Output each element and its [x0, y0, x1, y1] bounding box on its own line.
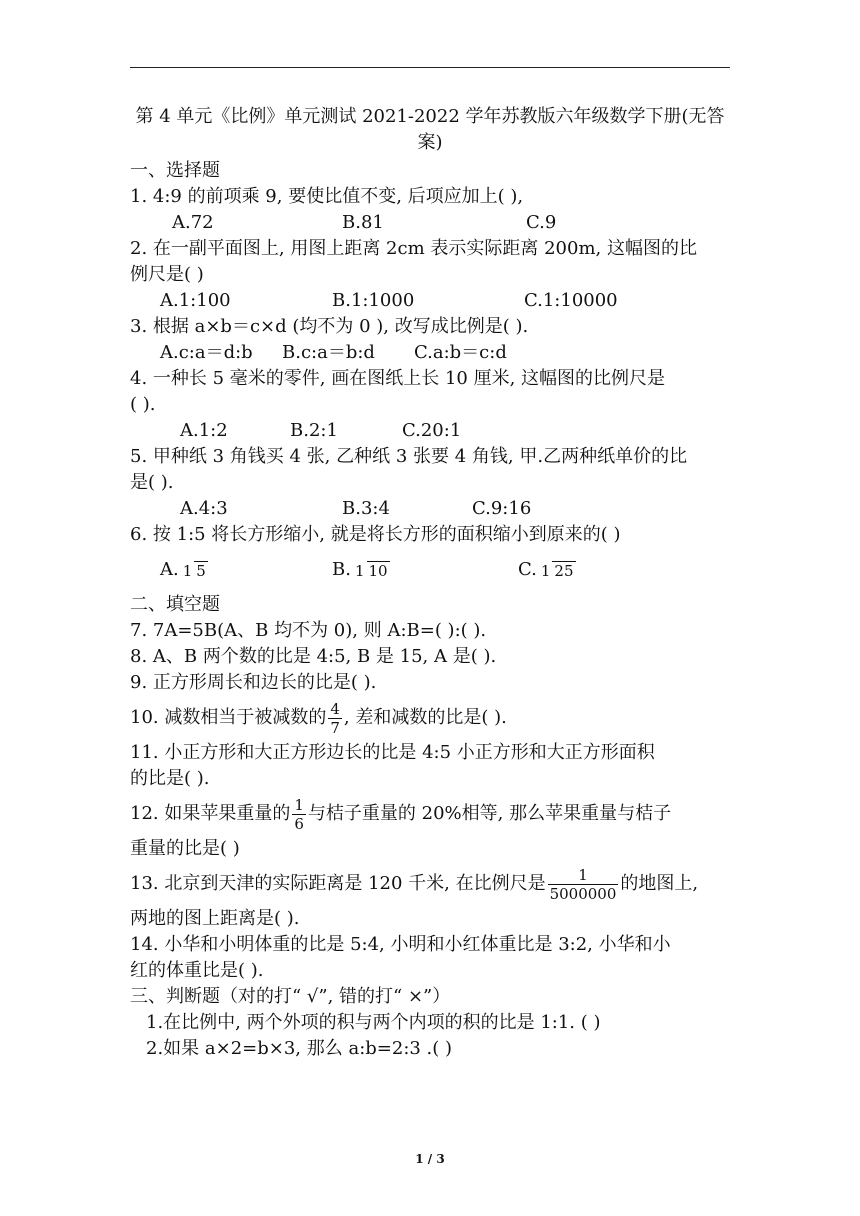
- option-c: C.a:b＝c:d: [414, 342, 507, 363]
- question-6-options: [130, 548, 730, 592]
- option-c: C.9: [526, 212, 557, 233]
- option-label: A.: [160, 559, 179, 580]
- question-1-options: [130, 210, 730, 236]
- question-5-line-1: 5. 甲种纸 3 角钱买 4 张, 乙种纸 3 张要 4 角钱, 甲.乙两种纸单价的比: [130, 446, 688, 467]
- question-12-text: 12. 如果苹果重量的: [130, 803, 291, 824]
- section-heading-choice: 一、选择题: [130, 160, 220, 181]
- option-a: A.c:a＝d:b: [160, 342, 253, 363]
- question-4-line-1: 4. 一种长 5 毫米的零件, 画在图纸上长 10 厘米, 这幅图的比例尺是: [130, 368, 666, 389]
- question-5-options: [130, 496, 730, 522]
- fraction: [548, 866, 619, 903]
- numerator: 1: [578, 865, 588, 884]
- option-c: C.20:1: [402, 420, 462, 441]
- option-a: A.1:2: [180, 420, 228, 441]
- numerator: 1: [354, 561, 365, 580]
- option-b: B.81: [342, 212, 384, 233]
- question-12-text-end: 与桔子重量的 20%相等, 那么苹果重量与桔子: [307, 803, 672, 824]
- question-6: 6. 按 1:5 将长方形缩小, 就是将长方形的面积缩小到原来的( ): [130, 524, 621, 545]
- denominator: 10: [368, 561, 388, 580]
- numerator: 1: [540, 561, 551, 580]
- header-rule: [130, 67, 730, 68]
- fraction: [181, 561, 208, 580]
- question-12-line-2: 重量的比是( ): [130, 838, 240, 859]
- question-3: 3. 根据 a×b＝c×d (均不为 0 ), 改写成比例是( ).: [130, 316, 529, 337]
- numerator: 4: [330, 699, 340, 718]
- judge-question-1: 1.在比例中, 两个外项的积与两个内项的积的比是 1:1. ( ): [146, 1012, 601, 1033]
- question-13-text: 13. 北京到天津的实际距离是 120 千米, 在比例尺是: [130, 873, 546, 894]
- question-11-line-2: 的比是( ).: [130, 768, 210, 789]
- option-b: [332, 548, 518, 592]
- question-2-line-2: 例尺是( ): [130, 264, 204, 285]
- question-12-line-1: [130, 792, 730, 836]
- question-10-text-end: , 差和减数的比是( ).: [343, 707, 507, 728]
- question-7: 7. 7A=5B(A、B 均不为 0), 则 A:B=( ):( ).: [130, 620, 487, 641]
- question-1: 1. 4:9 的前项乘 9, 要使比值不变, 后项应加上( ),: [130, 186, 524, 207]
- question-11-line-1: 11. 小正方形和大正方形边长的比是 4:5 小正方形和大正方形面积: [130, 742, 655, 763]
- option-c: C.9:16: [472, 498, 532, 519]
- option-a: [160, 548, 332, 592]
- question-2-options: [130, 288, 730, 314]
- denominator: 5: [196, 561, 206, 580]
- question-10: [130, 696, 730, 740]
- numerator: 1: [182, 561, 193, 580]
- question-13-text-end: 的地图上,: [620, 873, 699, 894]
- option-b: B.1:1000: [332, 290, 415, 311]
- question-2-line-1: 2. 在一副平面图上, 用图上距离 2cm 表示实际距离 200m, 这幅图的比: [130, 238, 697, 259]
- option-b: B.3:4: [342, 498, 390, 519]
- option-label: C.: [518, 559, 537, 580]
- question-13-line-2: 两地的图上距离是( ).: [130, 908, 300, 929]
- denominator: 7: [330, 718, 340, 737]
- question-14-line-1: 14. 小华和小明体重的比是 5:4, 小明和小红体重比是 3:2, 小华和小: [130, 934, 671, 955]
- section-heading-judge: 三、判断题（对的打“ √”, 错的打“ ×”）: [130, 986, 451, 1007]
- section-heading-fill: 二、填空题: [130, 594, 220, 615]
- option-c: [518, 548, 578, 592]
- page-number: 1 / 3: [415, 1152, 445, 1166]
- numerator: 1: [294, 795, 304, 814]
- fraction: [353, 561, 390, 580]
- option-a: A.1:100: [160, 290, 231, 311]
- question-4-line-2: ( ).: [130, 394, 156, 415]
- question-9: 9. 正方形周长和边长的比是( ).: [130, 672, 377, 693]
- option-label: B.: [332, 559, 351, 580]
- question-10-text: 10. 减数相当于被减数的: [130, 707, 327, 728]
- question-8: 8. A、B 两个数的比是 4:5, B 是 15, A 是( ).: [130, 646, 497, 667]
- denominator: 5000000: [549, 884, 617, 903]
- option-c: C.1:10000: [524, 290, 618, 311]
- question-14-line-2: 红的体重比是( ).: [130, 960, 264, 981]
- question-4-options: [130, 418, 730, 444]
- document-title: 第 4 单元《比例》单元测试 2021-2022 学年苏教版六年级数学下册(无答案): [135, 106, 725, 153]
- question-3-options: [130, 340, 730, 366]
- option-a: A.4:3: [180, 498, 228, 519]
- option-b: B.c:a＝b:d: [282, 342, 375, 363]
- question-5-line-2: 是( ).: [130, 472, 174, 493]
- fraction: [539, 561, 576, 580]
- judge-question-2: 2.如果 a×2=b×3, 那么 a:b=2:3 .( ): [146, 1038, 453, 1059]
- denominator: 25: [554, 561, 574, 580]
- option-b: B.2:1: [290, 420, 338, 441]
- document-body: [130, 104, 730, 1062]
- denominator: 6: [294, 814, 304, 833]
- fraction: [328, 700, 342, 737]
- option-a: A.72: [172, 212, 214, 233]
- question-13-line-1: [130, 862, 730, 906]
- fraction: [292, 796, 306, 833]
